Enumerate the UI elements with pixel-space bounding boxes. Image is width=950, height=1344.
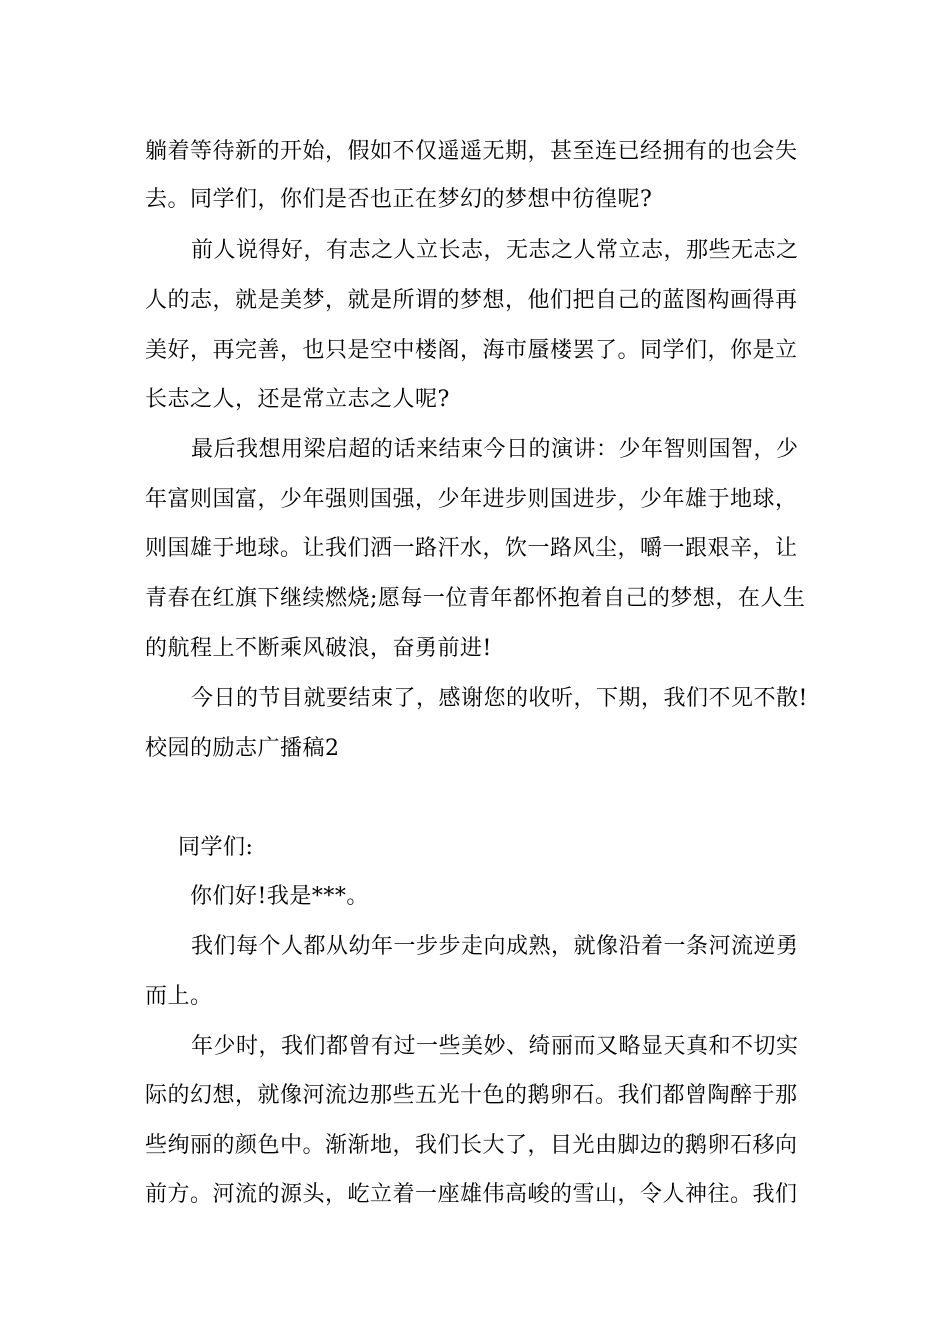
paragraph-start-line: 年少时，我们都曾有过一些美妙、绮丽而又略显天真和不切实	[191, 1034, 799, 1059]
text-line: 前方。河流的源头，屹立着一座雄伟高峻的雪山，令人神往。我们	[145, 1182, 798, 1207]
text-line: 些绚丽的颜色中。渐渐地，我们长大了，目光由脚边的鹅卵石移向	[145, 1133, 798, 1158]
text-line: 人的志，就是美梦，就是所谓的梦想，他们把自己的蓝图构画得再	[145, 288, 798, 313]
text-line: 则国雄于地球。让我们洒一路汗水，饮一路风尘，嚼一跟艰辛，让	[145, 536, 798, 561]
greeting-line: 你们好!我是***。	[190, 884, 369, 909]
text-line: 美好，再完善，也只是空中楼阁，海市蜃楼罢了。同学们，你是立	[145, 338, 798, 363]
paragraph-start-line: 最后我想用梁启超的话来结束今日的演讲：少年智则国智，少	[191, 437, 799, 462]
salutation: 同学们:	[178, 835, 254, 860]
text-line: 长志之人，还是常立志之人呢?	[145, 387, 450, 412]
text-line: 际的幻想，就像河流边那些五光十色的鹅卵石。我们都曾陶醉于那	[145, 1083, 798, 1108]
section-heading: 校园的励志广播稿2	[145, 736, 340, 761]
text-line: 去。同学们，你们是否也正在梦幻的梦想中彷徨呢?	[145, 187, 653, 212]
text-line: 青春在红旗下继续燃烧;愿每一位青年都怀抱着自己的梦想，在人生	[145, 586, 806, 611]
paragraph-start-line: 我们每个人都从幼年一步步走向成熟，就像沿着一条河流逆勇	[191, 934, 799, 959]
text-line: 躺着等待新的开始，假如不仅遥遥无期，甚至连已经拥有的也会失	[145, 139, 798, 164]
paragraph-start-line: 前人说得好，有志之人立长志，无志之人常立志，那些无志之	[191, 238, 799, 263]
text-line: 年富则国富，少年强则国强，少年进步则国进步，少年雄于地球，	[145, 487, 798, 512]
paragraph-start-line: 今日的节目就要结束了，感谢您的收听，下期，我们不见不散!	[191, 686, 808, 711]
text-line: 而上。	[145, 984, 213, 1009]
text-line: 的航程上不断乘风破浪，奋勇前进!	[145, 636, 492, 661]
